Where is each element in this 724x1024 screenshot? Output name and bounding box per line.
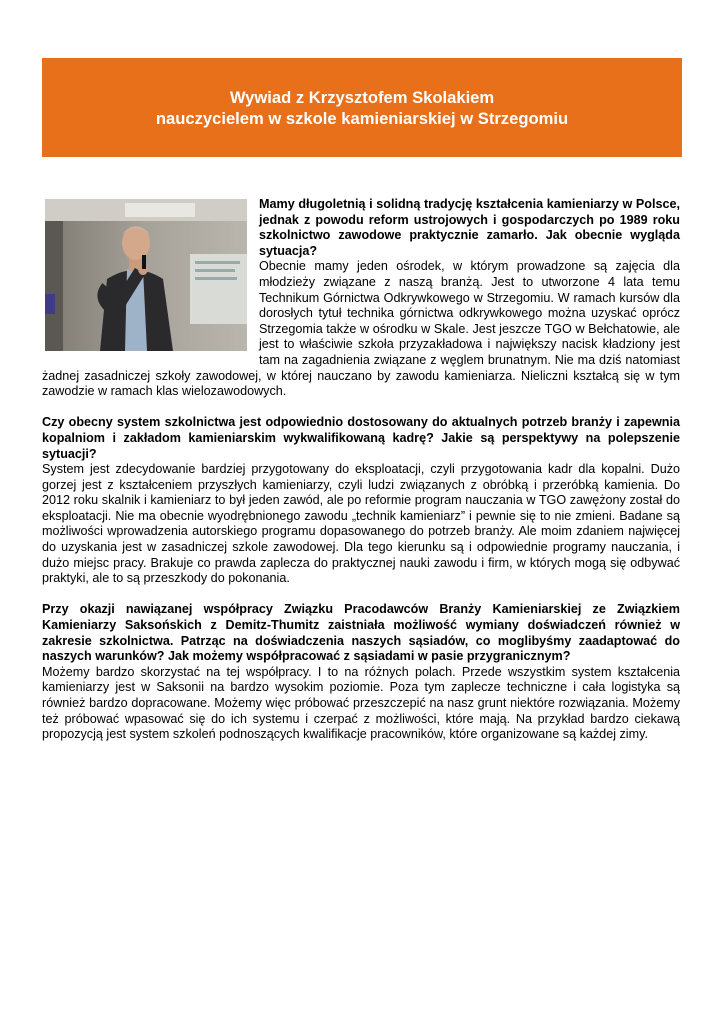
answer-1: Obecnie mamy jeden ośrodek, w którym prowadzone są zajęcia dla młodzieży związane z naszą branżą. Jest to utworzone 4 lata temu Technikum Górnictwa Odkrywkowego w Strzegomiu. W ramach kursów dla dorosłych tytuł technika górnictwa odkrywkowego można uzyskać oprócz Strzegomia także w ośrodku w Skale. Jest jeszcze TGO w Bełchatowie, ale jest to właściwie szkoła przyzakładowa i największy nacisk kładziony jest tam na zagadnienia związane z węglem brunatnym. Nie ma dziś natomiast żadnej zasadniczej szkoły zawodowej, w której nauczano by zawodu kamieniarza. Nieliczni kształcą się w tym zawodzie w ramach klas wielozawodowych. [42,259,680,399]
speaker-photo-image [45,199,247,351]
page-title-line-1: Wywiad z Krzysztofem Skolakiem [229,87,495,107]
qa-block-3 [42,602,680,742]
speaker-photo [45,199,247,351]
question-2: Czy obecny system szkolnictwa jest odpowiednio dostosowany do aktualnych potrzeb branży i zapewnia kopalniom i zakładom kamieniarskim wykwalifikowaną kadrę? Jakie są perspektywy na polepszenie sytuacji? [42,415,680,461]
answer-3: Możemy bardzo skorzystać na tej współpracy. I to na różnych polach. Przede wszystkim system kształcenia kamieniarzy jest w Saksonii na bardzo wysokim poziomie. Poza tym zaplecze techniczne i cała logistyka są również bardzo dopracowane. Możemy więc próbować przeszczepić na nasz grunt niektóre rozwiązania. Możemy też próbować wpasować się do ich systemu i czerpać z możliwości, które mają. Na przykład bardzo ciekawą propozycją jest system szkoleń podnoszących kwalifikacje pracowników, które organizowane są każdej zimy. [42,664,680,742]
page-title-line-2: nauczycielem w szkole kamieniarskiej w Strzegomiu [155,108,569,128]
interview-article [42,197,680,743]
qa-block-2 [42,415,680,587]
header-banner [42,58,682,157]
question-3: Przy okazji nawiązanej współpracy Związku Pracodawców Branży Kamieniarskiej ze Związkiem Kamieniarzy Saksońskich z Demitz-Thumitz zaistniała możliwość wymiany doświadczeń również w zakresie szkolnictwa. Patrząc na doświadczenia naszych sąsiadów, co moglibyśmy zaadaptować do naszych warunków? Jak możemy współpracować z sąsiadami w pasie przygranicznym? [42,602,680,664]
answer-2: System jest zdecydowanie bardziej przygotowany do eksploatacji, czyli przygotowania kadr dla kopalni. Dużo gorzej jest z kształceniem przyszłych kamieniarzy, czyli ludzi związanych z obróbką i przeróbką kamienia. Do 2012 roku skalnik i kamieniarz to był jeden zawód, ale po reformie program nauczania w TGO zawężony został do eksploatacji. Nie ma obecnie wyodrębnionego zawodu „technik kamieniarz” i pewnie się to nie zmieni. Badane są możliwości wprowadzenia autorskiego programu dopasowanego do potrzeb branży. Ale moim zdaniem najwięcej do uzyskania jest w zasadniczej szkole zawodowej. Dla tego kierunku są i odpowiednie programy nauczania, i dużo miejsc pracy. Brakuje co prawda zaplecza do praktycznej nauki zawodu i firm, w których mogą się odbywać praktyki, ale to są przeszkody do pokonania. [42,462,680,586]
question-1: Mamy długoletnią i solidną tradycję kształcenia kamieniarzy w Polsce, jednak z powodu reform ustrojowych i gospodarczych po 1989 roku szkolnictwo zawodowe praktycznie zamarło. Jak obecnie wygląda sytuacja? [259,197,680,258]
